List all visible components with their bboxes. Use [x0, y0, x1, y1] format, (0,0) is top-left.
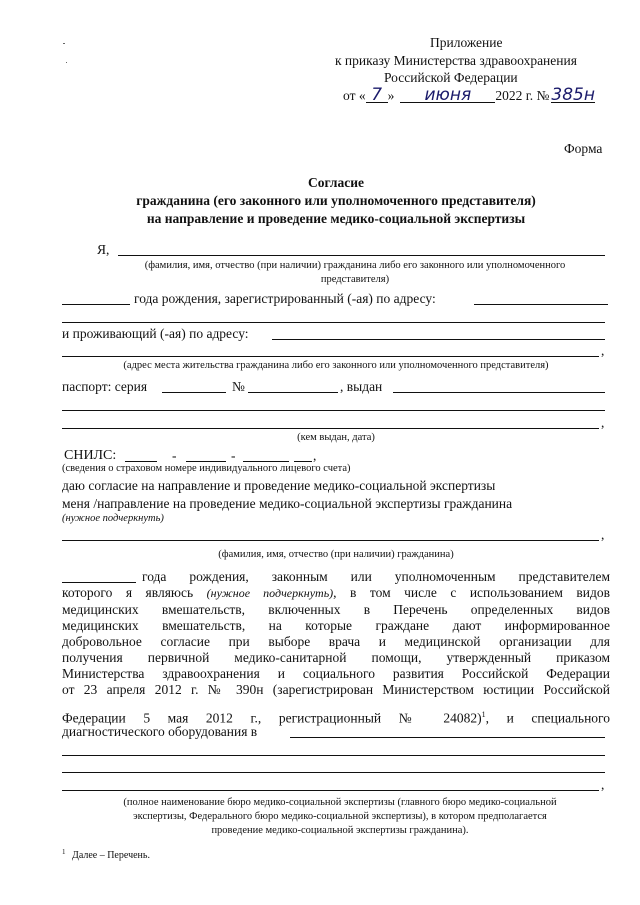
comma-2: ,: [601, 415, 605, 430]
bureau-line-1[interactable]: [290, 737, 605, 738]
bureau-hint-3: проведение медико-социальной экспертизы гражданина).: [211, 825, 469, 836]
footnote-ref: 1: [481, 710, 486, 719]
passport-issued-line[interactable]: [393, 392, 605, 393]
passport-number-label: №: [232, 379, 245, 394]
date-line: [343, 85, 595, 105]
passport-series-line[interactable]: [162, 392, 226, 393]
bureau-line-4[interactable]: [62, 790, 599, 791]
para-line-8: от 23 апреля 2012 г. № 390н (зарегистрирован Министерством юстиции Российской: [62, 682, 610, 697]
para-line-4: медицинских вмешательств, на которые граждане дают информированное: [62, 618, 610, 633]
date-year: 2022 г. №: [495, 88, 550, 103]
para-line-2c: , в том числе с использованием видов: [333, 585, 610, 600]
date-month: июня: [400, 88, 495, 103]
para-line-9b: , и специального: [485, 710, 611, 726]
form-label: Форма: [564, 141, 603, 156]
header-line-1: Приложение: [430, 35, 503, 50]
ya-label: Я,: [97, 242, 110, 257]
comma-1: ,: [601, 343, 605, 358]
para-line-10: диагностического оборудования в: [62, 724, 258, 739]
date-close: »: [387, 88, 395, 103]
birth-label: года рождения, зарегистрированный (-ая) по адресу:: [134, 291, 436, 306]
para-line-2b: (нужное подчеркнуть): [206, 586, 334, 600]
underline-hint: (нужное подчеркнуть): [62, 513, 164, 524]
snils-part-3[interactable]: [243, 461, 289, 462]
para-line-2a: которого я являюсь: [62, 585, 194, 600]
date-number: 385н: [551, 85, 595, 105]
footnote: [62, 848, 150, 861]
fio-hint-2: представителя): [320, 274, 390, 285]
comma-3: ,: [601, 527, 605, 542]
snils-hint: (сведения о страховом номере индивидуального лицевого счета): [62, 463, 351, 474]
passport-issued-label: , выдан: [340, 379, 383, 394]
para-line-7: Министерства здравоохранения и социального развития Российской Федерации: [62, 666, 610, 681]
para-line-1-text: года рождения, законным или уполномоченным представителем: [142, 569, 610, 584]
bureau-hint-1: (полное наименование бюро медико-социальной экспертизы (главного бюро медико-социальной: [123, 797, 557, 808]
living-address-line[interactable]: [272, 339, 605, 340]
snils-comma: ,: [313, 448, 317, 463]
bureau-line-3[interactable]: [62, 772, 605, 773]
title-line-1: Согласие: [307, 175, 365, 190]
citizen-hint: (фамилия, имя, отчество (при наличии) гражданина): [218, 549, 454, 560]
living-address-line-2[interactable]: [62, 356, 599, 357]
header-line-2: к приказу Министерства здравоохранения: [335, 53, 577, 68]
para-line-1: [142, 569, 610, 585]
birth-year-line[interactable]: [62, 304, 130, 305]
snils-label: СНИЛС:: [64, 448, 117, 463]
para-line-9a: Федерации 5 мая 2012 г., регистрационный № 24082): [62, 710, 482, 726]
snils-dash-2: -: [231, 448, 236, 463]
registration-address-line[interactable]: [474, 304, 608, 305]
snils-part-4[interactable]: [294, 461, 312, 462]
bureau-comma: ,: [601, 777, 605, 792]
citizen-birth-year-line[interactable]: [62, 582, 136, 583]
para-line-2: [62, 585, 610, 601]
snils-part-1[interactable]: [125, 461, 157, 462]
date-day: 7: [366, 88, 388, 103]
para-line-5: добровольное согласие при выборе врача и медицинской организации для: [62, 634, 610, 649]
passport-issued-line-3[interactable]: [62, 428, 599, 429]
bureau-line-2[interactable]: [62, 755, 605, 756]
title-line-2: гражданина (его законного или уполномоченного представителя): [136, 193, 536, 208]
fio-line[interactable]: [118, 255, 605, 256]
consent-line-2: меня /направление на проведение медико-социальной экспертизы гражданина: [62, 496, 513, 511]
footnote-mark: 1: [62, 848, 66, 856]
address-hint: (адрес места жительства гражданина либо его законного или уполномоченного представителя): [123, 360, 549, 371]
footnote-text: Далее – Перечень.: [72, 850, 150, 862]
header-line-3: Российской Федерации: [384, 70, 518, 85]
registration-address-line-2[interactable]: [62, 322, 605, 323]
date-prefix: от «: [343, 88, 366, 103]
scan-mark: [66, 62, 67, 63]
consent-line-1: даю согласие на направление и проведение медико-социальной экспертизы: [62, 478, 496, 493]
title-line-3: на направление и проведение медико-социальной экспертизы: [146, 211, 526, 226]
issued-hint: (кем выдан, дата): [297, 432, 375, 443]
passport-number-line[interactable]: [248, 392, 338, 393]
snils-dash-1: -: [172, 448, 177, 463]
passport-issued-line-2[interactable]: [62, 410, 605, 411]
living-label: и проживающий (-ая) по адресу:: [62, 326, 249, 341]
citizen-name-line[interactable]: [62, 540, 599, 541]
snils-part-2[interactable]: [186, 461, 226, 462]
fio-hint-1: (фамилия, имя, отчество (при наличии) гражданина либо его законного или уполномоченного: [144, 260, 566, 271]
passport-label: паспорт: серия: [62, 379, 148, 394]
bureau-hint-2: экспертизы, Федерального бюро медико-социальной экспертизы), в котором предполагается: [133, 811, 547, 822]
scan-mark: [63, 43, 65, 44]
para-line-3: медицинских вмешательств, включенных в Перечень определенных видов: [62, 602, 610, 617]
para-line-6: получения первичной медико-санитарной помощи, утвержденный приказом: [62, 650, 610, 665]
